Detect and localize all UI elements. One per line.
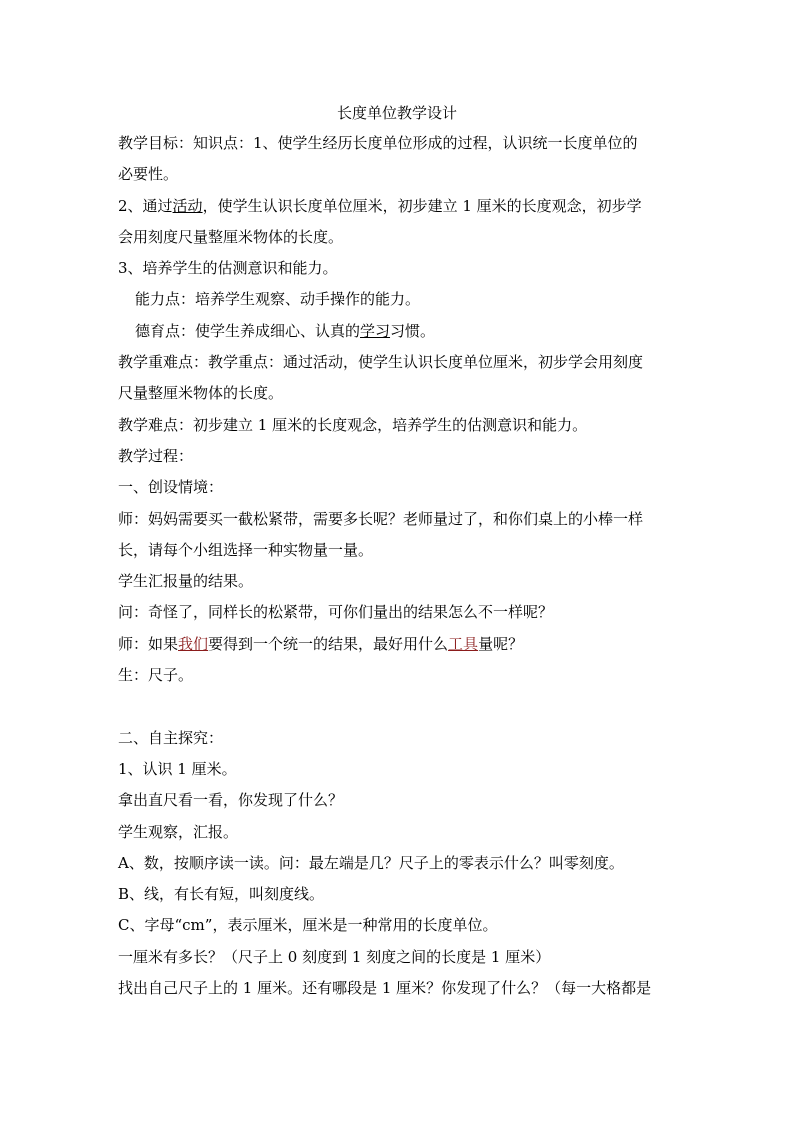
text-run: 要得到一个统一的结果，最好用什么 xyxy=(208,634,449,653)
text-run: 尺量整厘米物体的长度。 xyxy=(118,384,284,403)
text-line xyxy=(118,128,678,159)
text-run: 拿出直尺看一看，你发现了什么？ xyxy=(118,791,344,810)
text-line xyxy=(118,253,678,284)
text-run: 德育点：使学生养成细心、认真的 xyxy=(135,321,361,340)
text-line xyxy=(118,191,678,222)
underlined-link[interactable]: 活动 xyxy=(172,196,203,215)
text-run: 生：尺子。 xyxy=(118,666,194,685)
text-line xyxy=(118,410,678,441)
text-run: 量呢？ xyxy=(478,634,524,653)
text-line xyxy=(118,284,678,315)
text-line xyxy=(118,535,678,566)
text-run: 找出自己尺子上的 1 厘米。还有哪段是 1 厘米？你发现了什么？（每一大格都是 xyxy=(118,979,652,998)
text-line xyxy=(118,723,678,754)
text-run: 习惯。 xyxy=(390,321,436,340)
text-run: 教学难点：初步建立 1 厘米的长度观念，培养学生的估测意识和能力。 xyxy=(118,415,588,434)
text-run: A、数，按顺序读一读。问：最左端是几？尺子上的零表示什么？叫零刻度。 xyxy=(118,853,624,872)
text-line xyxy=(118,785,678,816)
text-run: 教学重难点：教学重点：通过活动，使学生认识长度单位厘米，初步学会用刻度 xyxy=(118,353,644,372)
text-run: 必要性。 xyxy=(118,165,179,184)
text-line xyxy=(118,754,678,785)
text-line xyxy=(118,629,678,660)
text-run: 2、通过 xyxy=(118,196,173,215)
text-line xyxy=(118,660,678,691)
text-line xyxy=(118,848,678,879)
text-line xyxy=(118,942,678,973)
text-line xyxy=(118,910,678,941)
text-line xyxy=(118,159,678,190)
text-run: 师：妈妈需要买一截松紧带，需要多长呢？老师量过了，和你们桌上的小棒一样 xyxy=(118,509,644,528)
text-run: 一厘米有多长？（尺子上 0 刻度到 1 刻度之间的长度是 1 厘米） xyxy=(118,947,551,966)
text-line xyxy=(118,441,678,472)
text-line xyxy=(118,472,678,503)
text-line xyxy=(118,597,678,628)
text-line xyxy=(118,316,678,347)
text-run: B、线，有长有短，叫刻度线。 xyxy=(118,885,325,904)
text-run: ，使学生认识长度单位厘米，初步建立 1 厘米的长度观念，初步学 xyxy=(202,196,642,215)
text-run: 学生汇报量的结果。 xyxy=(118,572,254,591)
text-run: C、字母“cm”，表示厘米，厘米是一种常用的长度单位。 xyxy=(118,916,498,935)
document-body xyxy=(118,128,678,1004)
underlined-link[interactable]: 学习 xyxy=(360,321,391,340)
text-run: 1、认识 1 厘米。 xyxy=(118,759,237,778)
text-line xyxy=(118,973,678,1004)
text-line xyxy=(118,566,678,597)
text-run: 能力点：培养学生观察、动手操作的能力。 xyxy=(135,290,421,309)
text-line xyxy=(118,879,678,910)
text-run: 问：奇怪了，同样长的松紧带，可你们量出的结果怎么不一样呢？ xyxy=(118,603,554,622)
text-run: 长，请每个小组选择一种实物量一量。 xyxy=(118,540,374,559)
document-title: 长度单位教学设计 xyxy=(336,104,457,122)
text-run: 一、创设情境： xyxy=(118,478,224,497)
hyperlink[interactable]: 工具 xyxy=(448,634,479,653)
text-run: 二、自主探究： xyxy=(118,728,224,747)
text-line xyxy=(118,347,678,378)
text-line xyxy=(118,378,678,409)
text-run: 会用刻度尺量整厘米物体的长度。 xyxy=(118,227,344,246)
text-run: 学生观察，汇报。 xyxy=(118,822,239,841)
text-run: 3、培养学生的估测意识和能力。 xyxy=(118,259,338,278)
text-run: 师：如果 xyxy=(118,634,179,653)
text-line xyxy=(118,504,678,535)
hyperlink[interactable]: 我们 xyxy=(178,634,209,653)
blank-line xyxy=(118,691,678,722)
text-run: 教学过程： xyxy=(118,446,194,465)
text-run: 教学目标：知识点：1、使学生经历长度单位形成的过程，认识统一长度单位的 xyxy=(118,134,638,152)
text-line xyxy=(118,817,678,848)
text-line xyxy=(118,222,678,253)
